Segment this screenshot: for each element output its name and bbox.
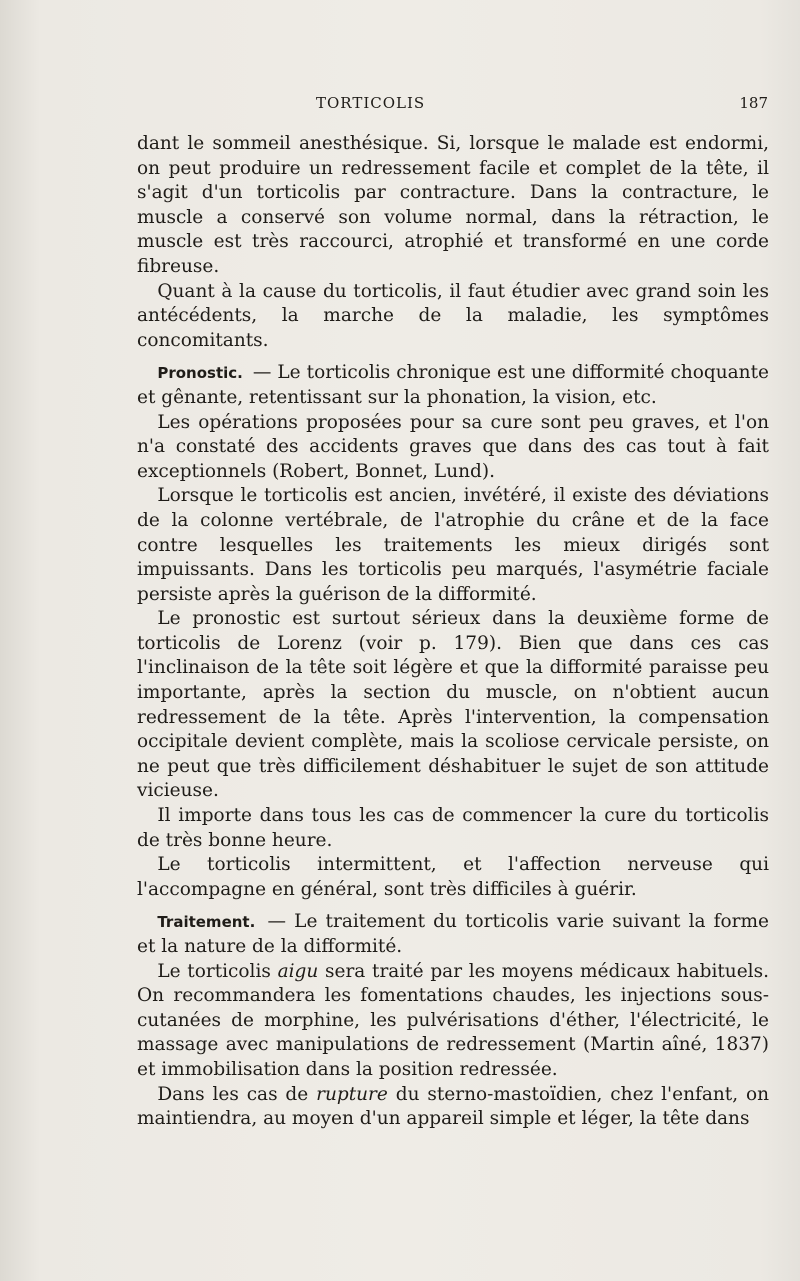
paragraph-text: — Le torticolis chronique est une difformité choquante et gênante, retentissant sur la phonation, la vision, etc.: [137, 362, 769, 408]
page-number: 187: [739, 94, 768, 112]
paragraph: [137, 1083, 769, 1132]
paragraph: [137, 960, 769, 1083]
page-header: [152, 94, 768, 118]
section-heading-traitement: Traitement.: [157, 913, 256, 932]
body-text: [137, 132, 769, 1132]
text-segment: sera traité par les moyens médicaux habituels. On recommandera les fomentations chaudes, les injections sous-cutanées de morphine, les pulvérisations d'éther, l'électricité, le massage avec manipulations de redressement (Martin aîné, 1837) et immobilisation dans la position redressée.: [137, 960, 769, 1080]
text-segment: du sterno-mastoïdien, chez l'enfant, on maintiendra, au moyen d'un appareil simple et léger, la tête dans: [137, 1083, 770, 1130]
text-segment: Dans les cas de: [157, 1083, 309, 1105]
section-paragraph-pronostic: [137, 361, 769, 410]
paragraph: Quant à la cause du torticolis, il faut étudier avec grand soin les antécédents, la marche de la maladie, les symptômes concomitants.: [137, 280, 769, 351]
emphasis-term: aigu: [277, 960, 319, 982]
paragraph: Lorsque le torticolis est ancien, invétéré, il existe des déviations de la colonne vertébrale, de l'atrophie du crâne et de la face contre lesquelles les traitements les mieux dirigés sont impuissants. Dans les torticolis peu marqués, l'asymétrie faciale persiste après la guérison de la difformité.: [137, 485, 769, 605]
paragraph: Les opérations proposées pour sa cure sont peu graves, et l'on n'a constaté des accidents graves que dans des cas tout à fait exceptionnels (Robert, Bonnet, Lund).: [137, 411, 769, 482]
paragraph: Il importe dans tous les cas de commencer la cure du torticolis de très bonne heure.: [137, 805, 769, 851]
paragraph: Le pronostic est surtout sérieux dans la deuxième forme de torticolis de Lorenz (voir p. 179). Bien que dans ces cas l'inclinaison de la tête soit légère et que la difformité paraisse peu importante, après la section du muscle, on n'obtient aucun redressement de la tête. Après l'intervention, la compensation occipitale devient complète, mais la scoliose cervicale persiste, on ne peut que très difficilement déshabituer le sujet de son attitude vicieuse.: [137, 608, 769, 802]
text-segment: Le torticolis: [157, 960, 271, 982]
running-title: TORTICOLIS: [316, 94, 426, 112]
paragraph: dant le sommeil anesthésique. Si, lorsque le malade est endormi, on peut produire un redressement facile et complet de la tête, il s'agit d'un torticolis par contracture. Dans la contracture, le muscle a conservé son volume normal, dans la rétraction, le muscle est très raccourci, atrophié et transformé en une corde fibreuse.: [137, 133, 769, 277]
paragraph-text: — Le traitement du torticolis varie suivant la forme et la nature de la difformité.: [137, 911, 770, 957]
paragraph: Le torticolis intermittent, et l'affection nerveuse qui l'accompagne en général, sont très difficiles à guérir.: [137, 854, 769, 900]
section-paragraph-traitement: [137, 910, 769, 959]
section-heading-pronostic: Pronostic.: [157, 364, 243, 383]
emphasis-term: rupture: [316, 1083, 388, 1105]
